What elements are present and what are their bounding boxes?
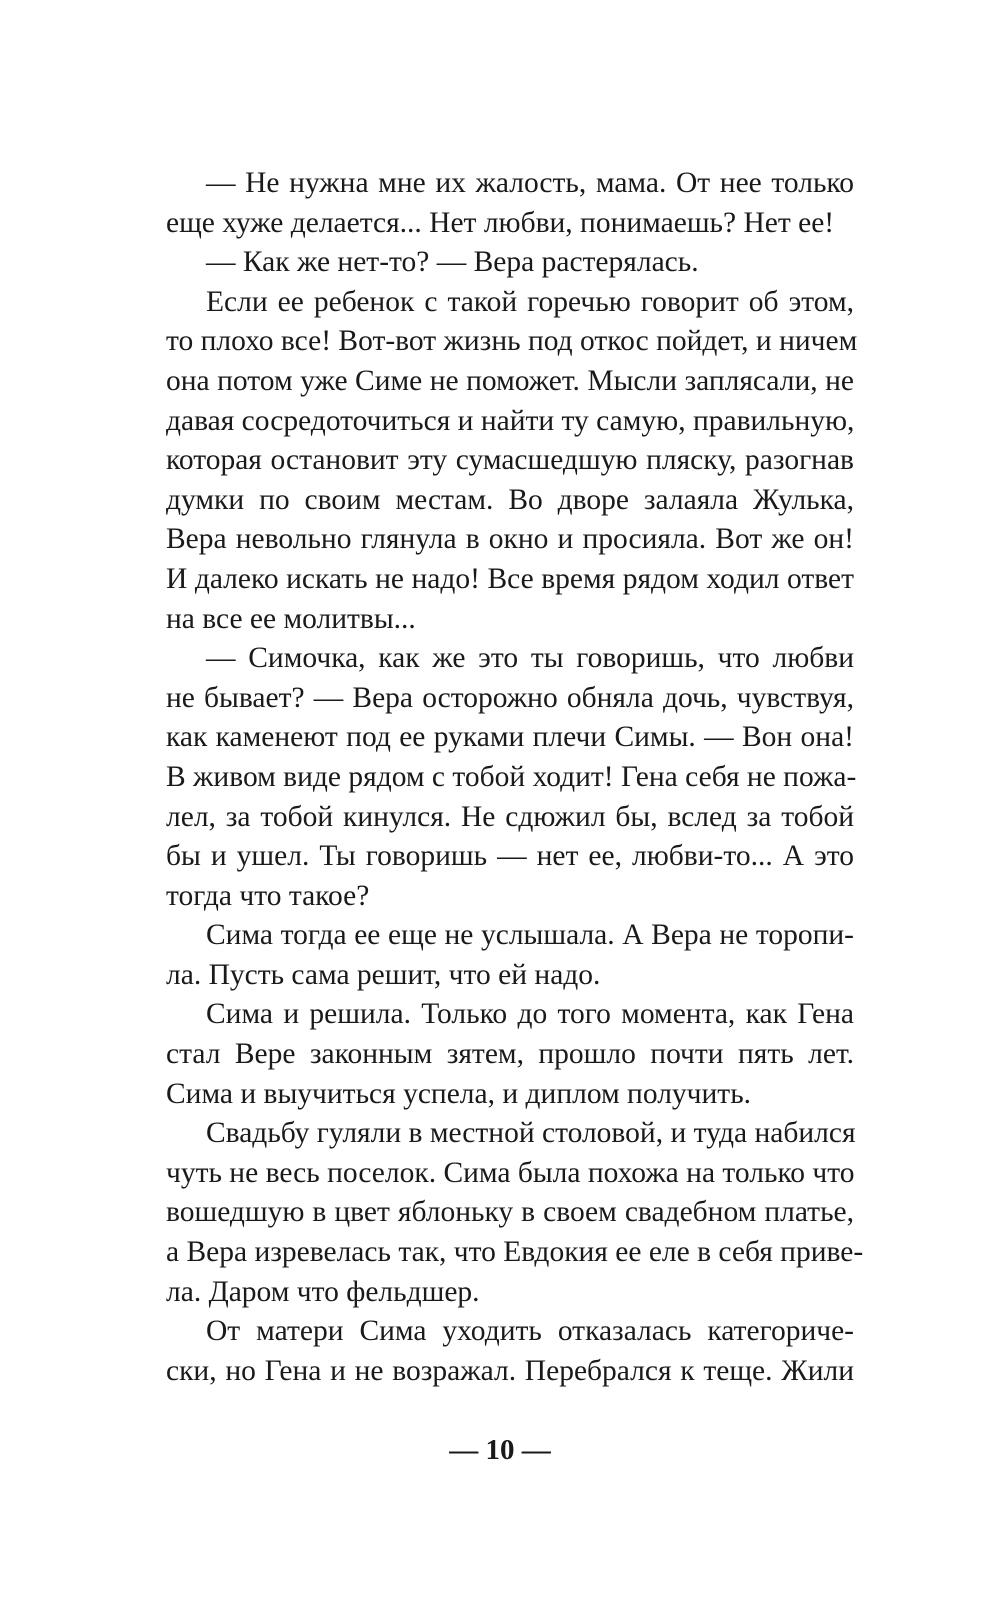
text-line: тогда что такое? bbox=[166, 879, 370, 912]
text-line: В живом виде рядом с тобой ходит! Гена себя не пожа- bbox=[166, 760, 857, 793]
text-line: — Симочка, как же это ты говоришь, что любви bbox=[206, 642, 854, 675]
text-line: Сима и выучиться успела, и диплом получить. bbox=[166, 1077, 752, 1110]
text-line: ла. Даром что фельдшер. bbox=[166, 1275, 480, 1308]
text-line: а Вера изревелась так, что Евдокия ее еле в себя приве- bbox=[166, 1236, 864, 1269]
text-line: Сима тогда ее еще не услышала. А Вера не торопи- bbox=[206, 919, 854, 952]
body-text bbox=[166, 164, 864, 1391]
text-line: не бывает? — Вера осторожно обняла дочь, чувствуя, bbox=[166, 681, 854, 714]
text-line: лел, за тобой кинулся. Не сдюжил бы, вслед за тобой bbox=[166, 800, 854, 833]
text-line: И далеко искать не надо! Все время рядом ходил ответ bbox=[166, 562, 854, 595]
text-line: От матери Сима уходить отказалась категориче- bbox=[206, 1315, 854, 1348]
text-line: Если ее ребенок с такой горечью говорит об этом, bbox=[206, 285, 854, 318]
text-line: то плохо все! Вот-вот жизнь под откос пойдет, и ничем bbox=[166, 325, 858, 358]
text-line: вошедшую в цвет яблоньку в своем свадебном платье, bbox=[166, 1196, 854, 1229]
text-line: чуть не весь поселок. Сима была похожа на только что bbox=[166, 1156, 855, 1189]
text-line: давая сосредоточиться и найти ту самую, правильную, bbox=[166, 404, 855, 437]
text-line: как каменеют под ее руками плечи Симы. — Вон она! bbox=[166, 721, 854, 754]
text-line: на все ее молитвы... bbox=[166, 602, 416, 635]
text-line: ски, но Гена и не возражал. Перебрался к теще. Жили bbox=[166, 1354, 854, 1387]
text-line: бы и ушел. Ты говоришь — нет ее, любви-то... А это bbox=[166, 840, 854, 873]
text-line: Вера невольно глянула в окно и просияла. Вот же он! bbox=[166, 523, 854, 556]
page-number: — 10 — bbox=[449, 1434, 551, 1466]
text-line: ла. Пусть сама решит, что ей надо. bbox=[166, 958, 601, 991]
text-line: думки по своим местам. Во дворе залаяла Жулька, bbox=[166, 483, 854, 516]
text-line: Свадьбу гуляли в местной столовой, и туда набился bbox=[206, 1117, 856, 1150]
text-line: Сима и решила. Только до того момента, как Гена bbox=[206, 998, 854, 1031]
text-line: — Как же нет-то? — Вера растерялась. bbox=[206, 246, 699, 279]
text-line: еще хуже делается... Нет любви, понимаешь? Нет ее! bbox=[166, 206, 835, 239]
text-line: — Не нужна мне их жалость, мама. От нее только bbox=[206, 167, 854, 199]
text-line: она потом уже Симе не поможет. Мысли заплясали, не bbox=[166, 364, 854, 397]
text-line: стал Вере законным зятем, прошло почти пять лет. bbox=[166, 1038, 854, 1071]
text-line: которая остановит эту сумасшедшую пляску, разогнав bbox=[166, 444, 854, 477]
